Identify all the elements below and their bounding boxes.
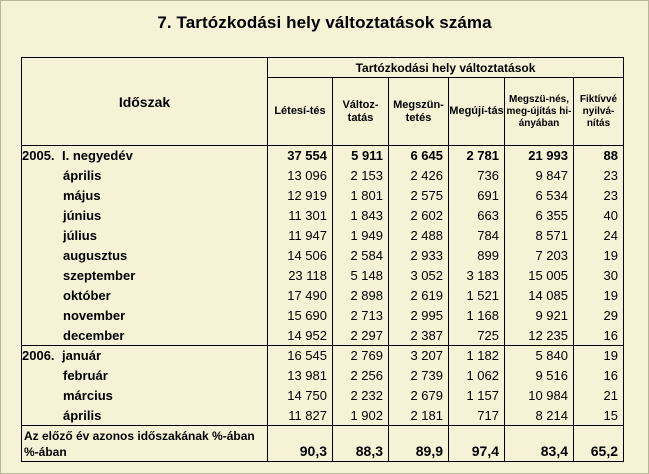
- row-value: 2 619: [389, 286, 449, 306]
- row-period: július: [63, 228, 97, 243]
- row-value: 40: [574, 206, 624, 226]
- row-label: [22, 286, 268, 306]
- row-value: 15 690: [268, 306, 333, 326]
- footer-value: 83,4: [505, 426, 574, 462]
- footer-value: 90,3: [268, 426, 333, 462]
- row-value: 14 506: [268, 246, 333, 266]
- row-value: 2 256: [333, 366, 389, 386]
- row-value: 6 645: [389, 146, 449, 166]
- row-period: október: [63, 288, 111, 303]
- row-value: 14 952: [268, 326, 333, 346]
- row-value: 2 898: [333, 286, 389, 306]
- row-period: január: [62, 348, 102, 364]
- row-value: 1 182: [449, 346, 505, 366]
- table-row: [22, 366, 624, 386]
- table-row: [22, 246, 624, 266]
- row-period: május: [63, 188, 101, 203]
- row-value: 2 739: [389, 366, 449, 386]
- row-value: 2 297: [333, 326, 389, 346]
- row-value: 15: [574, 406, 624, 426]
- row-value: 9 847: [505, 166, 574, 186]
- row-period: június: [63, 208, 102, 223]
- row-value: 1 062: [449, 366, 505, 386]
- row-value: 12 235: [505, 326, 574, 346]
- row-value: 2 769: [333, 346, 389, 366]
- table-row: [22, 326, 624, 346]
- table-row: [22, 166, 624, 186]
- table-row: [22, 406, 624, 426]
- col-header-fiktiv: Fiktívvé nyilvá-nítás: [574, 78, 624, 146]
- row-value: 88: [574, 146, 624, 166]
- row-value: 2 387: [389, 326, 449, 346]
- row-value: 24: [574, 226, 624, 246]
- row-value: 2 153: [333, 166, 389, 186]
- row-value: 23: [574, 186, 624, 206]
- table-row: [22, 226, 624, 246]
- row-year: 2006.: [22, 348, 55, 364]
- row-value: 21 993: [505, 146, 574, 166]
- row-value: 2 679: [389, 386, 449, 406]
- row-value: 10 984: [505, 386, 574, 406]
- row-value: 2 488: [389, 226, 449, 246]
- row-label: [22, 346, 268, 366]
- row-label: [22, 146, 268, 166]
- row-label: [22, 166, 268, 186]
- row-value: 11 301: [268, 206, 333, 226]
- row-value: 16: [574, 326, 624, 346]
- row-value: 2 995: [389, 306, 449, 326]
- row-period: április: [63, 407, 102, 423]
- row-value: 8 214: [505, 406, 574, 426]
- row-value: 2 713: [333, 306, 389, 326]
- table-row: [22, 346, 624, 366]
- table-row: [22, 186, 624, 206]
- row-value: 717: [449, 406, 505, 426]
- table-row: [22, 266, 624, 286]
- footer-value: 88,3: [333, 426, 389, 462]
- row-period: december: [63, 327, 125, 343]
- row-value: 9 921: [505, 306, 574, 326]
- row-label: [22, 266, 268, 286]
- row-value: 2 933: [389, 246, 449, 266]
- row-value: 23: [574, 166, 624, 186]
- row-value: 2 232: [333, 386, 389, 406]
- row-period: március: [63, 388, 113, 403]
- row-label: [22, 306, 268, 326]
- row-value: 1 157: [449, 386, 505, 406]
- col-header-letesites: Létesí-tés: [268, 78, 333, 146]
- row-label: [22, 186, 268, 206]
- row-value: 5 911: [333, 146, 389, 166]
- row-period: szeptember: [63, 268, 136, 283]
- page-title: 7. Tartózkodási hely változtatások száma: [157, 13, 492, 32]
- group-header: Tartózkodási hely változtatások: [268, 58, 624, 78]
- table-row: [22, 306, 624, 326]
- row-label: [22, 226, 268, 246]
- footer-value: 65,2: [574, 426, 624, 462]
- row-label: [22, 246, 268, 266]
- row-value: 2 575: [389, 186, 449, 206]
- row-value: 1 801: [333, 186, 389, 206]
- row-value: 21: [574, 386, 624, 406]
- row-value: 17 490: [268, 286, 333, 306]
- table-row: [22, 146, 624, 166]
- footer-value: 89,9: [389, 426, 449, 462]
- row-value: 725: [449, 326, 505, 346]
- row-value: 7 203: [505, 246, 574, 266]
- row-value: 12 919: [268, 186, 333, 206]
- row-period: április: [63, 168, 102, 183]
- row-value: 3 207: [389, 346, 449, 366]
- row-label: [22, 386, 268, 406]
- row-year: 2005.: [22, 148, 55, 164]
- col-header-valtoztatas: Változ-tatás: [333, 78, 389, 146]
- row-value: 8 571: [505, 226, 574, 246]
- row-label: [22, 406, 268, 426]
- row-value: 663: [449, 206, 505, 226]
- row-value: 16: [574, 366, 624, 386]
- table-row: [22, 386, 624, 406]
- row-label: [22, 326, 268, 346]
- row-value: 2 426: [389, 166, 449, 186]
- row-value: 19: [574, 286, 624, 306]
- row-value: 15 005: [505, 266, 574, 286]
- row-value: 6 534: [505, 186, 574, 206]
- row-value: 736: [449, 166, 505, 186]
- row-value: 23 118: [268, 266, 333, 286]
- table-body: [22, 146, 624, 426]
- row-value: 5 840: [505, 346, 574, 366]
- row-value: 13 981: [268, 366, 333, 386]
- row-value: 9 516: [505, 366, 574, 386]
- period-header: Időszak: [22, 58, 268, 146]
- row-value: 691: [449, 186, 505, 206]
- row-period: I. negyedév: [62, 148, 133, 164]
- row-value: 1 843: [333, 206, 389, 226]
- row-value: 5 148: [333, 266, 389, 286]
- row-value: 2 181: [389, 406, 449, 426]
- row-value: 29: [574, 306, 624, 326]
- col-header-megszuntetes: Megszün-tetés: [389, 78, 449, 146]
- row-value: 899: [449, 246, 505, 266]
- footer-label: Az előző év azonos időszakának %-ában %-ában: [22, 426, 268, 462]
- col-header-megszunes: Megszü-nés, meg-újítás hi-ányában: [505, 78, 574, 146]
- row-label: [22, 206, 268, 226]
- row-value: 3 183: [449, 266, 505, 286]
- footer-value: 97,4: [449, 426, 505, 462]
- data-table: [21, 57, 624, 462]
- row-value: 1 521: [449, 286, 505, 306]
- row-value: 1 168: [449, 306, 505, 326]
- table-row: [22, 286, 624, 306]
- row-value: 14 750: [268, 386, 333, 406]
- row-value: 13 096: [268, 166, 333, 186]
- row-value: 3 052: [389, 266, 449, 286]
- row-value: 37 554: [268, 146, 333, 166]
- row-value: 30: [574, 266, 624, 286]
- row-value: 2 602: [389, 206, 449, 226]
- row-value: 784: [449, 226, 505, 246]
- row-period: február: [63, 368, 108, 383]
- row-value: 16 545: [268, 346, 333, 366]
- row-value: 11 827: [268, 406, 333, 426]
- row-value: 19: [574, 246, 624, 266]
- row-value: 2 781: [449, 146, 505, 166]
- row-period: augusztus: [63, 248, 128, 263]
- table-row: [22, 206, 624, 226]
- row-value: 14 085: [505, 286, 574, 306]
- row-value: 6 355: [505, 206, 574, 226]
- row-value: 2 584: [333, 246, 389, 266]
- col-header-megujitas: Megújí-tás: [449, 78, 505, 146]
- row-label: [22, 366, 268, 386]
- row-value: 19: [574, 346, 624, 366]
- row-value: 1 902: [333, 406, 389, 426]
- row-value: 1 949: [333, 226, 389, 246]
- row-period: november: [63, 308, 126, 323]
- row-value: 11 947: [268, 226, 333, 246]
